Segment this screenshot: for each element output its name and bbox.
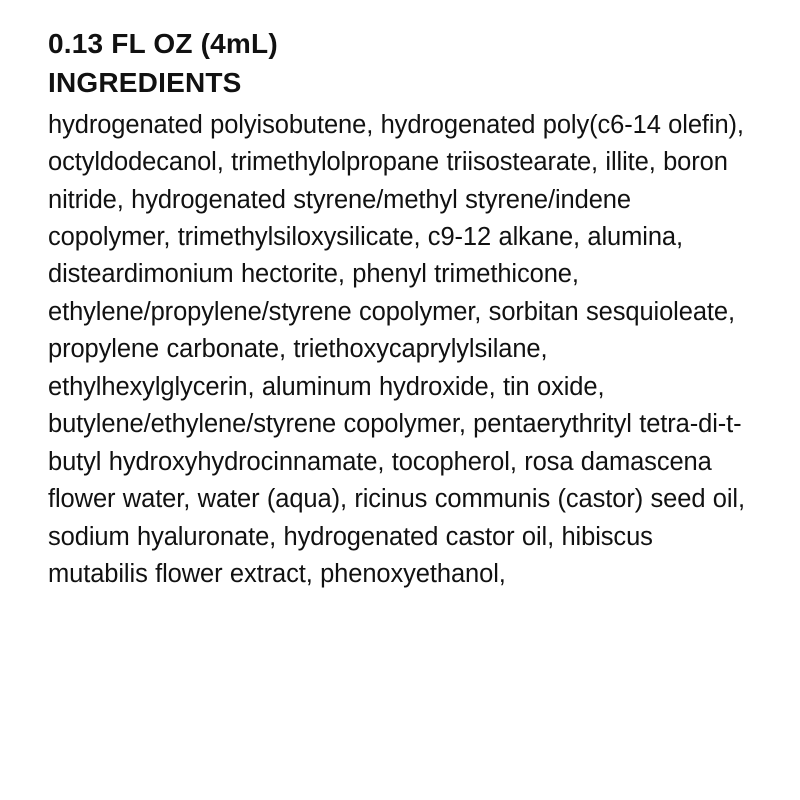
ingredients-heading: INGREDIENTS <box>48 67 242 99</box>
ingredients-list-text: hydrogenated polyisobutene, hydrogenated poly(c6-14 olefin), octyldodecanol, trimethylolpropane triisostearate, illite, boron nitride, hydrogenated styrene/methyl styrene/indene copolymer, trimethylsiloxysilicate, c9-12 alkane, alumina, disteardimonium hectorite, phenyl trimethicone, ethylene/propylene/styrene copolymer, sorbitan sesquioleate, propylene carbonate, triethoxycaprylylsilane, ethylhexylglycerin, aluminum hydroxide, tin oxide, butylene/ethylene/styrene copolymer, pentaerythrityl tetra-di-t-butyl hydroxyhydrocinnamate, tocopherol, rosa damascena flower water, water (aqua), ricinus communis (castor) seed oil, sodium hyaluronate, hydrogenated castor oil, hibiscus mutabilis flower extract, phenoxyethanol, <box>48 110 745 589</box>
net-contents-line: 0.13 FL OZ (4mL) <box>48 28 278 59</box>
